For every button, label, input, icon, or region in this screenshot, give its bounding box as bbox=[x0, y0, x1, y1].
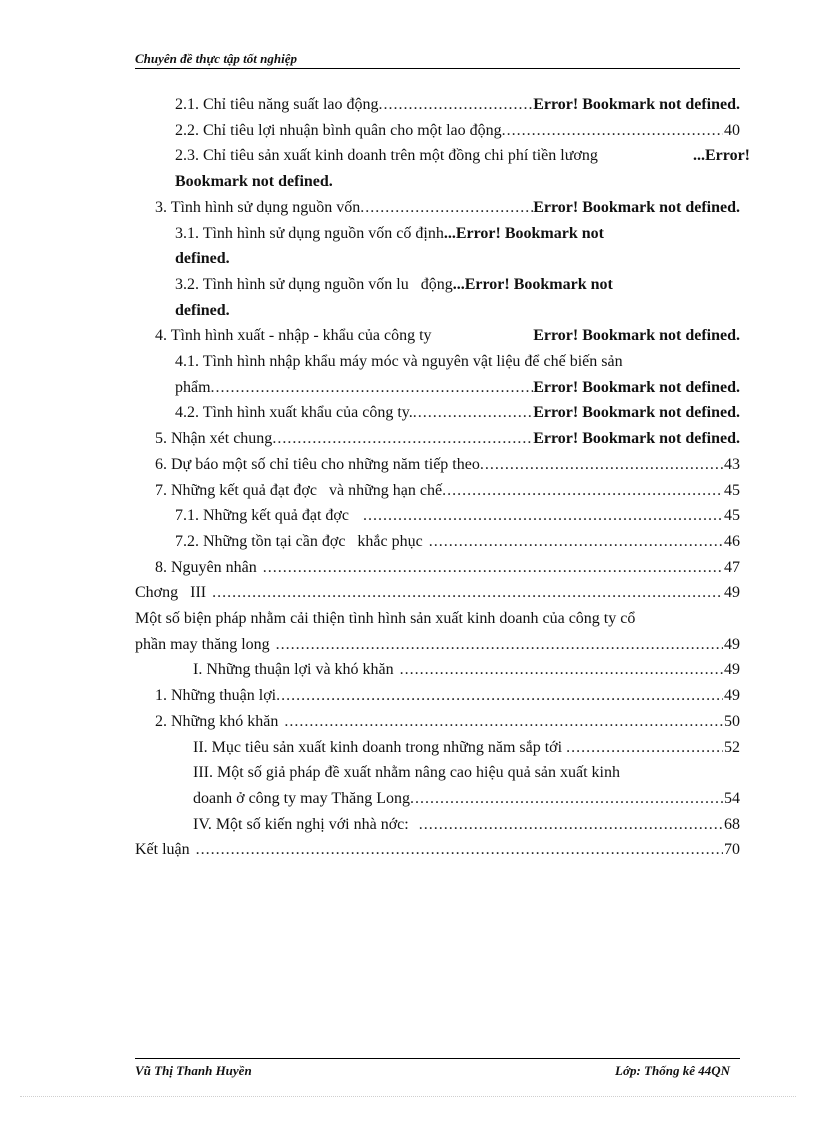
toc-entry[interactable] bbox=[175, 349, 623, 375]
toc-entry-label: 3.1. Tình hình sử dụng nguồn vốn cố định bbox=[175, 224, 444, 242]
toc-entry[interactable] bbox=[193, 657, 740, 683]
toc-entry-ref: defined. bbox=[175, 301, 230, 319]
toc-entry-page: 49 bbox=[724, 635, 740, 653]
toc-entry[interactable] bbox=[175, 221, 604, 247]
toc-leader-dots bbox=[400, 657, 723, 683]
toc-entry[interactable] bbox=[175, 400, 740, 426]
toc-entry[interactable] bbox=[193, 735, 740, 761]
toc-leader-dots bbox=[429, 529, 723, 555]
toc-entry-label: IV. Một số kiến nghị với nhà nớc: bbox=[193, 815, 409, 833]
toc-entry-label: phần may thăng long bbox=[135, 635, 270, 653]
toc-leader-dots bbox=[502, 118, 723, 144]
toc-entry-page: 52 bbox=[724, 738, 740, 756]
toc-entry-page: 47 bbox=[724, 558, 740, 576]
toc-leader-dots bbox=[276, 683, 723, 709]
toc-entry-label: 4.1. Tình hình nhập khẩu máy móc và nguyên vật liệu để chế biến sản bbox=[175, 353, 623, 370]
toc-entry-continuation[interactable] bbox=[135, 632, 740, 658]
toc-leader-dots bbox=[263, 555, 723, 581]
toc-entry-label: Kết luận bbox=[135, 841, 190, 859]
toc-entry-label: 7.2. Những tồn tại cần đợc khắc phục bbox=[175, 532, 423, 550]
toc-entry-label: phẩm bbox=[175, 378, 211, 396]
toc-leader-dots bbox=[360, 195, 533, 221]
toc-entry-ref: ...Error! bbox=[692, 147, 750, 165]
toc-leader-dots bbox=[196, 837, 723, 863]
toc-entry-page: 45 bbox=[724, 507, 740, 525]
toc-entry-label: Một số biện pháp nhằm cải thiện tình hình sản xuất kinh doanh của công ty cổ bbox=[135, 610, 636, 627]
toc-entry-ref: Error! Bookmark not defined. bbox=[533, 96, 740, 113]
header-title: Chuyên đề thực tập tốt nghiệp bbox=[135, 51, 297, 66]
toc-entry-label: 4. Tình hình xuất - nhập - khẩu của công ty bbox=[155, 327, 432, 345]
toc-entry-label: III. Một số giả pháp đề xuất nhằm nâng cao hiệu quả sản xuất kinh bbox=[193, 764, 620, 782]
toc-entry-ref: Error! Bookmark not defined. bbox=[533, 404, 740, 422]
toc-entry-label: 7.1. Những kết quả đạt đợc bbox=[175, 507, 349, 525]
toc-entry-ref: Error! Bookmark not defined. bbox=[533, 378, 740, 396]
toc-leader-dots bbox=[480, 452, 723, 478]
toc-leader-dots bbox=[276, 632, 723, 658]
toc-entry[interactable] bbox=[175, 92, 740, 118]
toc-entry-page: 68 bbox=[724, 815, 740, 833]
toc-entry-continuation[interactable] bbox=[175, 375, 740, 401]
toc-entry-page: 43 bbox=[724, 455, 740, 473]
toc-leader-dots bbox=[419, 812, 723, 838]
page-bottom-divider bbox=[20, 1096, 796, 1097]
toc-entry-ref: Error! Bookmark not defined. bbox=[533, 430, 740, 448]
toc-entry-label: 6. Dự báo một số chỉ tiêu cho những năm tiếp theo bbox=[155, 455, 480, 473]
toc-entry[interactable] bbox=[155, 195, 740, 221]
toc-entry-label: doanh ở công ty may Thăng Long bbox=[193, 789, 411, 807]
toc-leader-dots bbox=[410, 786, 723, 812]
toc-entry-page: 40 bbox=[724, 121, 740, 139]
footer-author: Vũ Thị Thanh Huyền bbox=[135, 1063, 252, 1078]
toc-entry-page: 49 bbox=[724, 584, 740, 602]
toc-entry-ref: ...Error! Bookmark not bbox=[452, 275, 613, 293]
toc-entry[interactable] bbox=[135, 837, 740, 863]
toc-entry-label: 5. Nhận xét chung bbox=[155, 430, 273, 448]
toc-entry-page: 49 bbox=[724, 687, 740, 705]
toc-leader-dots bbox=[272, 426, 533, 452]
toc-entry-label: 2.2. Chỉ tiêu lợi nhuận bình quân cho một lao động bbox=[175, 121, 502, 139]
toc-entry[interactable] bbox=[155, 555, 740, 581]
toc-entry-ref: Error! Bookmark not defined. bbox=[533, 198, 740, 216]
toc-entry-page: 54 bbox=[724, 789, 740, 807]
toc-entry-label: 2. Những khó khăn bbox=[155, 712, 279, 730]
toc-entry-page: 49 bbox=[724, 661, 740, 679]
toc-entry-page: 45 bbox=[724, 481, 740, 499]
toc-entry-ref: Error! Bookmark not defined. bbox=[533, 327, 740, 345]
toc-entry[interactable] bbox=[155, 452, 740, 478]
toc-entry[interactable] bbox=[193, 812, 740, 838]
toc-entry-page: 70 bbox=[724, 841, 740, 859]
toc-entry-continuation bbox=[175, 246, 230, 272]
toc-entry[interactable] bbox=[155, 478, 740, 504]
toc-entry-continuation bbox=[175, 169, 333, 195]
page-footer bbox=[135, 1058, 740, 1081]
toc-entry-label: 2.1. Chỉ tiêu năng suất lao động bbox=[175, 96, 379, 113]
toc-entry-ref: defined. bbox=[175, 250, 230, 268]
toc-leader-dots bbox=[566, 735, 723, 761]
toc-entry-label: 3.2. Tình hình sử dụng nguồn vốn lu động bbox=[175, 275, 453, 293]
toc-entry-label: I. Những thuận lợi và khó khăn bbox=[193, 661, 394, 679]
page-header bbox=[135, 52, 740, 69]
toc-entry-label: 3. Tình hình sử dụng nguồn vốn bbox=[155, 198, 361, 216]
toc-entry-ref: ...Error! Bookmark not bbox=[443, 224, 604, 242]
toc-entry[interactable] bbox=[175, 503, 740, 529]
toc-leader-dots bbox=[212, 580, 723, 606]
toc-entry-label: 4.2. Tình hình xuất khẩu của công ty. bbox=[175, 404, 413, 422]
toc-entry[interactable] bbox=[135, 606, 635, 632]
footer-class: Lớp: Thống kê 44QN bbox=[615, 1063, 730, 1078]
toc-entry[interactable] bbox=[193, 760, 620, 786]
toc-entry-label: Chơng III bbox=[135, 584, 207, 602]
toc-leader-dots bbox=[413, 400, 533, 426]
toc-entry[interactable] bbox=[175, 143, 750, 169]
toc-entry[interactable] bbox=[155, 323, 740, 349]
toc-entry[interactable] bbox=[175, 272, 613, 298]
toc-entry-page: 46 bbox=[724, 532, 740, 550]
toc-leader-dots bbox=[284, 709, 723, 735]
toc-entry-page: 50 bbox=[724, 712, 740, 730]
toc-entry[interactable] bbox=[175, 118, 740, 144]
toc-leader-dots bbox=[211, 375, 534, 401]
toc-entry-ref: Bookmark not defined. bbox=[175, 173, 333, 191]
toc-entry-continuation bbox=[175, 298, 230, 324]
toc-entry[interactable] bbox=[155, 683, 740, 709]
toc-entry-label: II. Mục tiêu sản xuất kinh doanh trong những năm sắp tới bbox=[193, 738, 563, 756]
toc-entry[interactable] bbox=[135, 580, 740, 606]
toc-entry[interactable] bbox=[175, 529, 740, 555]
toc-entry[interactable] bbox=[155, 426, 740, 452]
toc-entry[interactable] bbox=[155, 709, 740, 735]
toc-entry-label: 1. Những thuận lợi bbox=[155, 687, 277, 705]
toc-entry-continuation[interactable] bbox=[193, 786, 740, 812]
toc-leader-dots bbox=[379, 92, 534, 118]
toc-leader-dots bbox=[363, 503, 723, 529]
toc-entry-label: 2.3. Chỉ tiêu sản xuất kinh doanh trên một đồng chi phí tiền lương bbox=[175, 147, 598, 165]
toc-entry-label: 7. Những kết quả đạt đợc và những hạn chế bbox=[155, 481, 443, 499]
toc-leader-dots bbox=[442, 478, 723, 504]
toc-entry-label: 8. Nguyên nhân bbox=[155, 558, 257, 576]
